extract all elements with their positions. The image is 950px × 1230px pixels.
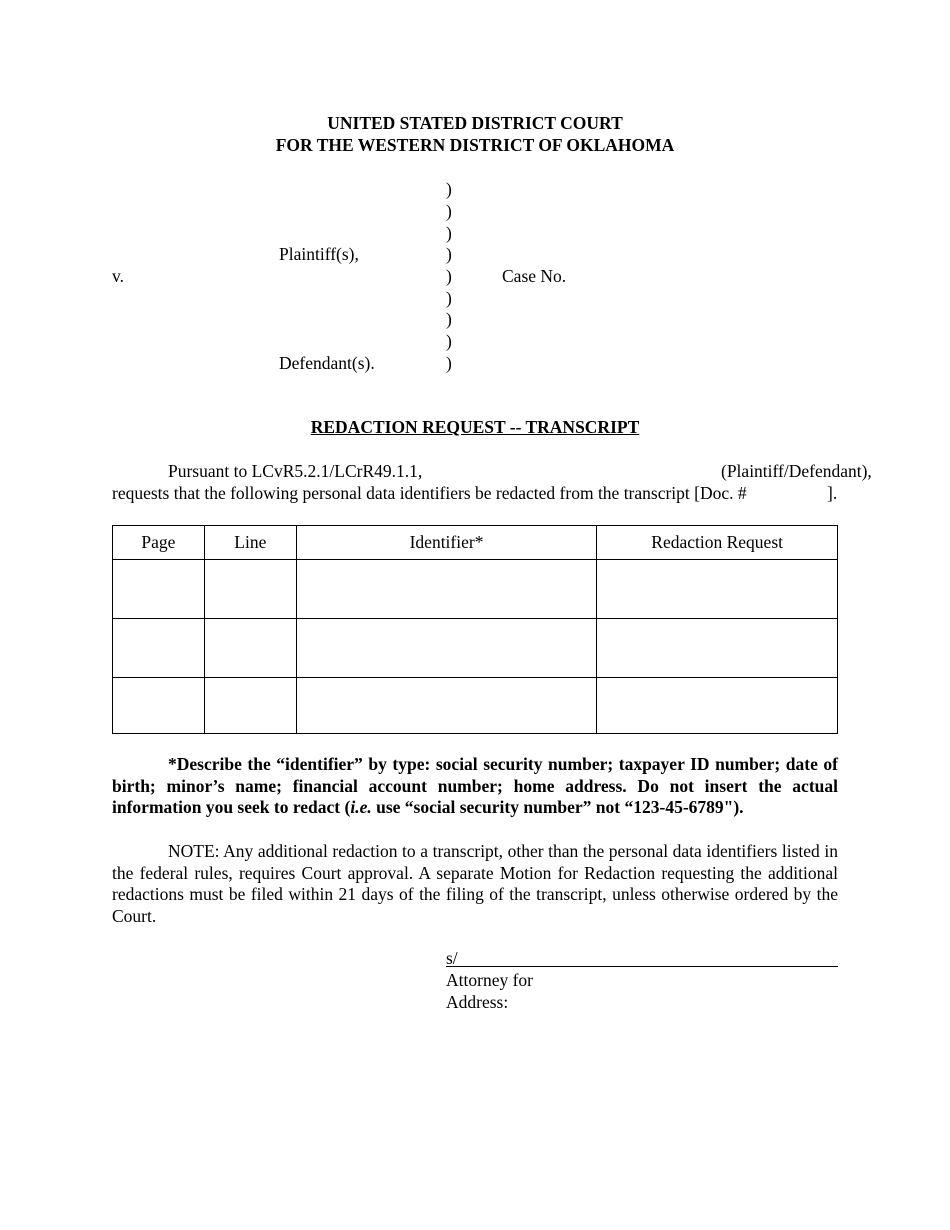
caption-paren: ) <box>446 201 452 221</box>
defendant-label: Defendant(s). <box>279 353 375 373</box>
additional-redaction-note: NOTE: Any additional redaction to a transcript, other than the personal data identifiers listed in the federal rules, requires Court approval. A separate Motion for Redaction requesting the additional redactions must be filed within 21 days of the filing of the transcript, unless otherwise ordered by the Court. <box>112 841 838 926</box>
case-number-label: Case No. <box>502 266 567 286</box>
caption-paren: ) <box>446 309 452 329</box>
describe-text-2: use “social security number” not “123-45-6789"). <box>371 797 744 817</box>
identifier-cell[interactable] <box>296 560 597 619</box>
col-header-line: Line <box>204 526 296 560</box>
line-cell[interactable] <box>204 560 296 619</box>
address-label: Address: <box>446 992 509 1012</box>
identifier-cell[interactable] <box>296 619 597 678</box>
caption-paren: ) <box>446 353 452 373</box>
page-cell[interactable] <box>113 560 205 619</box>
page-cell[interactable] <box>113 619 205 678</box>
attorney-for-label: Attorney for <box>446 970 533 990</box>
court-name: UNITED STATED DISTRICT COURT <box>327 113 623 133</box>
identifier-description-note <box>112 754 838 819</box>
intro-line2-close: ]. <box>827 483 838 503</box>
intro-party: (Plaintiff/Defendant), <box>721 461 872 481</box>
caption-paren: ) <box>446 179 452 199</box>
caption-paren: ) <box>446 223 452 243</box>
col-header-identifier: Identifier* <box>296 526 597 560</box>
intro-lead: Pursuant to LCvR5.2.1/LCrR49.1.1, <box>168 461 423 481</box>
caption-paren: ) <box>446 266 452 286</box>
line-cell[interactable] <box>204 678 296 734</box>
describe-text-1: *Describe the “identifier” by type: social security number; taxpayer ID number; date of birth; minor’s name; financial account number; home address. Do not insert the actual information you seek to redact ( <box>112 754 838 817</box>
table-header-row <box>113 526 838 560</box>
identifier-cell[interactable] <box>296 678 597 734</box>
caption-paren: ) <box>446 288 452 308</box>
redaction-request-cell[interactable] <box>597 560 838 619</box>
redaction-table <box>112 525 838 734</box>
plaintiff-label: Plaintiff(s), <box>279 244 359 264</box>
document-title: REDACTION REQUEST -- TRANSCRIPT <box>310 417 640 437</box>
table-row <box>113 619 838 678</box>
versus-label: v. <box>112 266 124 286</box>
table-row <box>113 560 838 619</box>
table-row <box>113 678 838 734</box>
caption-paren: ) <box>446 244 452 264</box>
col-header-page: Page <box>113 526 205 560</box>
col-header-redaction-request: Redaction Request <box>597 526 838 560</box>
signature-prefix: s/ <box>446 948 458 968</box>
court-district: FOR THE WESTERN DISTRICT OF OKLAHOMA <box>275 135 675 155</box>
redaction-request-cell[interactable] <box>597 678 838 734</box>
signature-line[interactable] <box>446 966 838 967</box>
redaction-request-cell[interactable] <box>597 619 838 678</box>
intro-line2: requests that the following personal data identifiers be redacted from the transcript [Doc. # <box>112 483 747 503</box>
page-cell[interactable] <box>113 678 205 734</box>
ie-abbrev: i.e. <box>350 797 372 817</box>
caption-paren: ) <box>446 331 452 351</box>
line-cell[interactable] <box>204 619 296 678</box>
